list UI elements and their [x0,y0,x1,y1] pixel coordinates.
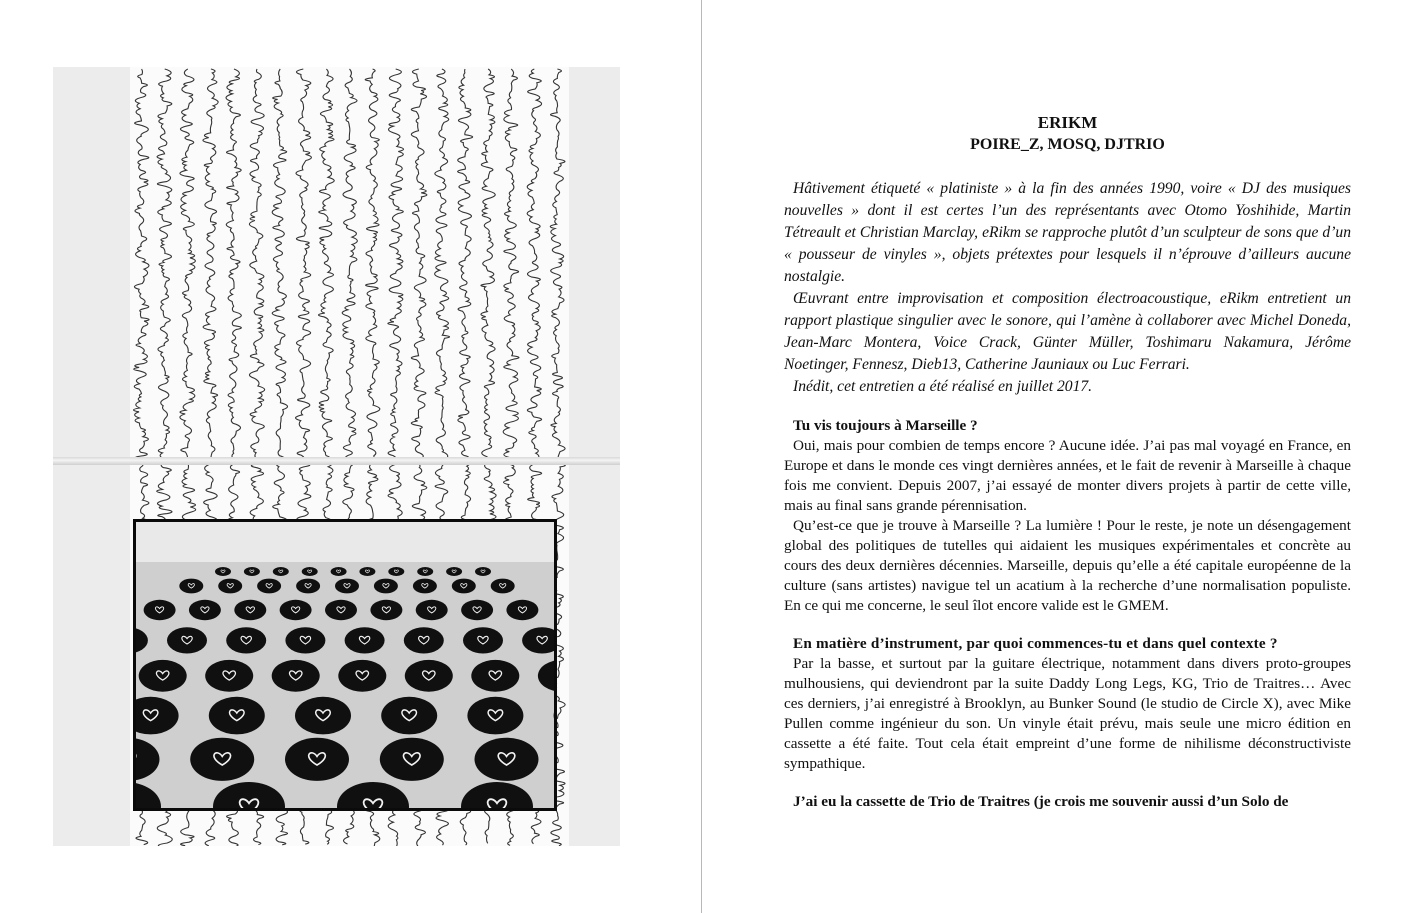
cushion [475,738,539,781]
cushion [302,567,318,576]
cushion [272,660,320,692]
page-fold [53,457,620,465]
article-title: ERIKM [1037,113,1098,132]
cushion [446,567,462,576]
cushion [296,579,320,594]
cushion [338,660,386,692]
intro-paragraph: Inédit, cet entretien a été réalisé en juillet 2017. [793,378,1093,395]
interview-block [784,416,1351,616]
artwork-panel [53,67,620,846]
intro [784,178,1351,398]
cushion [189,600,221,620]
cushion-grid-photo-icon [136,522,554,808]
cushion [244,567,260,576]
cushion [461,600,493,620]
interview-block [784,792,1351,812]
cushion [413,579,437,594]
cushion [388,567,404,576]
cushion [205,660,253,692]
cushion [491,579,515,594]
cushion [471,660,519,692]
question: Tu vis toujours à Marseille ? [793,417,978,434]
cushion [331,567,347,576]
cushion [452,579,476,594]
answer-paragraph: Qu’est-ce que je trouve à Marseille ? La lumière ! Pour le reste, je note un désengagement global des politiques de tutelles qui aidaient les musiques expérimentales et concrète au cours des deux dernières décennies. Marseille, depuis qu’elle a été capitale européenne de la culture (sans artistes) navigue tel un acatium à la recherche d’une normalisation populiste. En ce qui me concerne, le seul îlot encore valide est le GMEM. [784,517,1351,614]
cushion [467,697,523,735]
answer-paragraph: Par la basse, et surtout par la guitare électrique, notamment dans divers proto-groupes mulhousiens, qui deviendront par la suite Daddy Long Legs, KG, Trio de Traitres… Avec ces derniers, j’ai enregistré à Brooklyn, au Bunker Sound (le studio de Circle X), avec Mike Pullen comme ingénieur du son. Un vinyle était prévu, mais seule une micro édition en cassette a été faite. Tout cela était empreint d’une forme de nihilisme déconstructiviste sympathique. [784,655,1351,772]
cushion [325,600,357,620]
question: En matière d’instrument, par quoi commences-tu et dans quel contexte ? [793,635,1278,652]
cushion [285,738,349,781]
cushion [417,567,433,576]
cushion [416,600,448,620]
cushion [404,627,444,653]
cushion [381,697,437,735]
article-subtitle: POIRE_Z, MOSQ, DJTRIO [970,136,1165,153]
cushion [273,567,289,576]
cushion [234,600,266,620]
cushion [285,627,325,653]
intro-paragraph: Œuvrant entre improvisation et composition électroacoustique, eRikm entretient un rapport plastique singulier avec le sonore, qui l’amène à collaborer avec Michel Doneda, Jean-Marc Montera, Voice Crack, Günter Müller, Toshimaru Nakamura, Jérôme Noetinger, Fennesz, Dieb13, Catherine Jauniaux ou Luc Ferrari. [784,290,1351,373]
cushion [370,600,402,620]
page-gutter [701,0,702,913]
cushion [380,738,444,781]
cushion [179,579,203,594]
wall [136,522,554,562]
cushion [144,600,176,620]
interview-block [784,634,1351,774]
cushion [257,579,281,594]
cushion [506,600,538,620]
cushion [475,567,491,576]
cushion [359,567,375,576]
cushion [190,738,254,781]
cushion [226,627,266,653]
photo [133,519,557,811]
intro-paragraph: Hâtivement étiqueté « platiniste » à la fin des années 1990, voire « DJ des musiques nouvelles » dont il est certes l’un des représentants avec Otomo Yoshihide, Martin Tétreault et Christian Marclay, eRikm se rapproche plutôt d’un sculpteur de sons que d’un « pousseur de vinyles », objets prétextes pour lesquels il n’éprouve d’ailleurs aucune nostalgie. [784,180,1351,285]
question: J’ai eu la cassette de Trio de Traitres (je crois me souvenir aussi d’un Solo de [793,793,1289,810]
article [784,112,1351,812]
cushion [463,627,503,653]
cushion [167,627,207,653]
cushion [139,660,187,692]
cushion [405,660,453,692]
cushion [335,579,359,594]
cushion [280,600,312,620]
cushion [209,697,265,735]
cushion [345,627,385,653]
answer-paragraph: Oui, mais pour combien de temps encore ? Aucune idée. J’ai pas mal voyagé en France, en Europe et dans le monde ces vingt dernières années, et le fait de revenir à Marseille à chaque fois me convient. Depuis 2007, j’ai essayé de monter divers projets à partir de cette ville, mais au final sans grande pérennisation. [784,437,1351,514]
cushion [374,579,398,594]
cushion [295,697,351,735]
cushion [218,579,242,594]
cushion [215,567,231,576]
